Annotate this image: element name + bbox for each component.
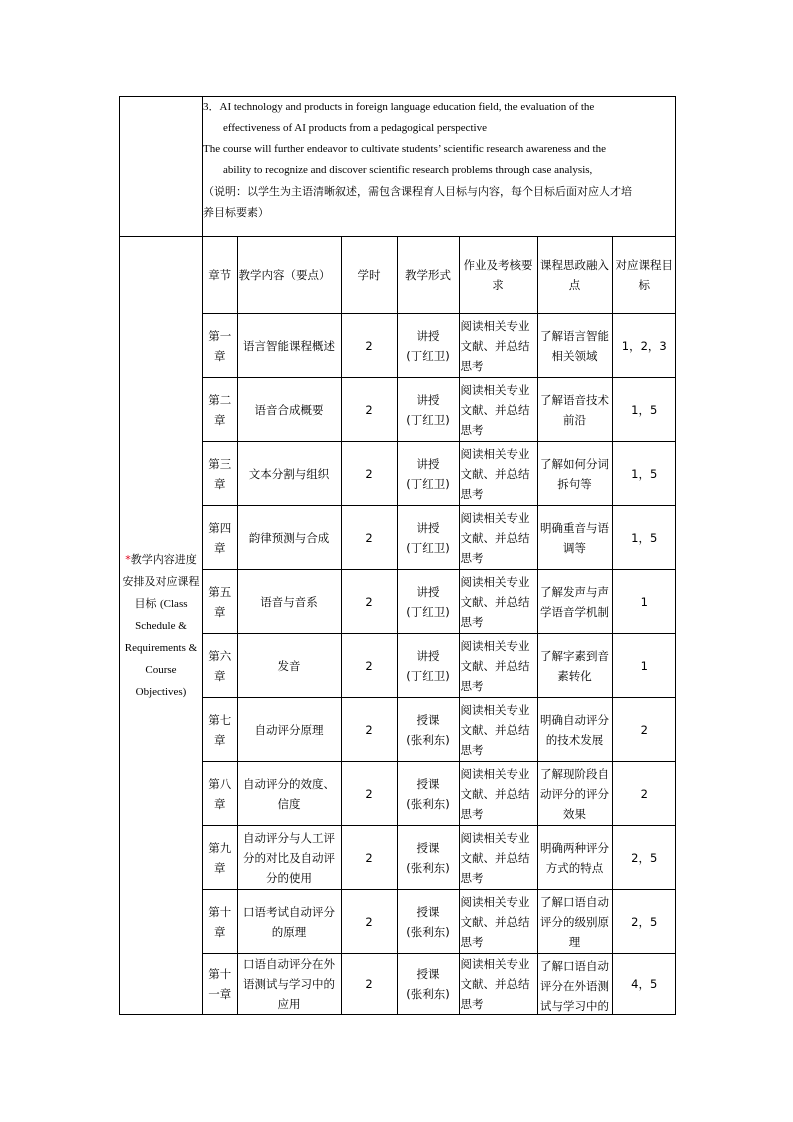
ideology-cell: 明确重音与语调等 <box>537 506 612 570</box>
course-objectives <box>203 97 676 237</box>
schedule-cell <box>203 237 676 1015</box>
homework-cell: 阅读相关专业文献、并总结思考 <box>459 570 537 634</box>
objective-cell: 2，5 <box>612 890 676 954</box>
chapter-cell: 第五章 <box>203 570 237 634</box>
homework-cell: 阅读相关专业文献、并总结思考 <box>459 378 537 442</box>
header-ideology: 课程思政融入点 <box>537 237 612 314</box>
table-row <box>203 378 676 442</box>
content-cell: 自动评分原理 <box>237 698 341 762</box>
teacher-name: (张利东) <box>406 732 450 747</box>
homework-cell: 阅读相关专业文献、并总结思考 <box>459 314 537 378</box>
form-cell <box>397 442 459 506</box>
header-hours: 学时 <box>341 237 397 314</box>
homework-cell: 阅读相关专业文献、并总结思考 <box>459 634 537 698</box>
form-cell <box>397 570 459 634</box>
teaching-form: 讲授 <box>416 392 440 407</box>
content-cell: 口语自动评分在外语测试与学习中的应用 <box>237 954 341 1015</box>
teaching-form: 授课 <box>416 776 440 791</box>
header-form: 教学形式 <box>397 237 459 314</box>
ideology-cell: 明确两种评分方式的特点 <box>537 826 612 890</box>
ideology-cell: 了解口语自动评分的级别原理 <box>537 890 612 954</box>
teacher-name: (丁红卫) <box>406 540 450 555</box>
form-cell <box>397 378 459 442</box>
hours-cell: 2 <box>341 506 397 570</box>
content-cell: 发音 <box>237 634 341 698</box>
form-cell <box>397 890 459 954</box>
chapter-cell: 第六章 <box>203 634 237 698</box>
homework-cell: 阅读相关专业文献、并总结思考 <box>459 442 537 506</box>
homework-cell: 阅读相关专业文献、并总结思考 <box>459 762 537 826</box>
hours-cell: 2 <box>341 826 397 890</box>
teaching-form: 讲授 <box>416 584 440 599</box>
hours-cell: 2 <box>341 634 397 698</box>
content-cell: 口语考试自动评分的原理 <box>237 890 341 954</box>
ideology-cell: 了解发声与声学语音学机制 <box>537 570 612 634</box>
form-cell <box>397 954 459 1015</box>
header-objective: 对应课程目标 <box>612 237 676 314</box>
hours-cell: 2 <box>341 762 397 826</box>
form-cell <box>397 762 459 826</box>
objective-line: effectiveness of AI products from a pedagogical perspective <box>223 122 487 134</box>
teacher-name: (丁红卫) <box>406 604 450 619</box>
content-cell: 自动评分与人工评分的对比及自动评分的使用 <box>237 826 341 890</box>
teaching-form: 授课 <box>416 967 440 981</box>
chapter-cell: 第八章 <box>203 762 237 826</box>
hours-cell: 2 <box>341 890 397 954</box>
hours-cell: 2 <box>341 442 397 506</box>
content-cell: 语言智能课程概述 <box>237 314 341 378</box>
ideology-cell: 明确自动评分的技术发展 <box>537 698 612 762</box>
chapter-cell: 第十章 <box>203 890 237 954</box>
homework-cell: 阅读相关专业文献、并总结思考 <box>459 698 537 762</box>
teacher-name: (张利东) <box>406 987 450 1001</box>
chapter-cell: 第一章 <box>203 314 237 378</box>
instruction-note: 养目标要素） <box>203 206 269 219</box>
instruction-note: （说明：以学生为主语清晰叙述，需包含课程育人目标与内容，每个目标后面对应人才培 <box>203 185 632 198</box>
chapter-cell: 第三章 <box>203 442 237 506</box>
section-label-en: (Class Schedule & Requirements & Course Objectives) <box>124 597 198 698</box>
header-chapter: 章节 <box>208 268 232 282</box>
form-cell <box>397 314 459 378</box>
section-label-cn: 教学内容进度安排及对应课程目标 <box>122 552 200 610</box>
table-row <box>203 890 676 954</box>
header-homework: 作业及考核要求 <box>459 237 537 314</box>
teacher-name: (丁红卫) <box>406 348 450 363</box>
teaching-form: 讲授 <box>416 328 440 343</box>
hours-cell: 2 <box>341 698 397 762</box>
schedule-table <box>203 237 676 1014</box>
content-cell: 语音合成概要 <box>237 378 341 442</box>
homework-cell: 阅读相关专业文献、并总结思考 <box>459 890 537 954</box>
chapter-cell: 第四章 <box>203 506 237 570</box>
table-row <box>203 826 676 890</box>
table-row <box>203 442 676 506</box>
table-header-row <box>203 237 676 314</box>
teaching-form: 讲授 <box>416 456 440 471</box>
homework-cell: 阅读相关专业文献、并总结思考 <box>459 954 537 1015</box>
objectives-blank-cell <box>120 97 203 237</box>
content-cell: 语音与音系 <box>237 570 341 634</box>
teaching-form: 讲授 <box>416 648 440 663</box>
header-content: 教学内容（要点） <box>237 237 341 314</box>
hours-cell: 2 <box>341 314 397 378</box>
schedule-section-label <box>120 237 203 1015</box>
form-cell <box>397 506 459 570</box>
teacher-name: (张利东) <box>406 796 450 811</box>
ideology-cell <box>537 954 612 1015</box>
teacher-name: (丁红卫) <box>406 476 450 491</box>
objective-cell: 1 <box>612 634 676 698</box>
table-row <box>203 698 676 762</box>
chapter-cell: 第二章 <box>203 378 237 442</box>
table-row <box>203 314 676 378</box>
ideology-cell: 了解如何分词拆句等 <box>537 442 612 506</box>
hours-cell: 2 <box>341 570 397 634</box>
objectives-row <box>120 97 676 237</box>
table-row <box>203 634 676 698</box>
teaching-form: 授课 <box>416 840 440 855</box>
teaching-form: 授课 <box>416 904 440 919</box>
required-marker: * <box>125 552 131 566</box>
teacher-name: (丁红卫) <box>406 668 450 683</box>
chapter-cell: 第七章 <box>203 698 237 762</box>
objective-line: The course will further endeavor to cultivate students’ scientific research awareness and the <box>203 143 606 155</box>
objective-cell: 1，5 <box>612 506 676 570</box>
content-cell: 韵律预测与合成 <box>237 506 341 570</box>
objective-cell: 2 <box>612 698 676 762</box>
teaching-form: 讲授 <box>416 520 440 535</box>
teacher-name: (张利东) <box>406 924 450 939</box>
objective-cell: 2 <box>612 762 676 826</box>
table-row <box>203 570 676 634</box>
chapter-cell: 第九章 <box>203 826 237 890</box>
form-cell <box>397 826 459 890</box>
form-cell <box>397 698 459 762</box>
objective-line: 3．AI technology and products in foreign language education field, the evaluation of the <box>203 101 595 113</box>
ideology-cell: 了解语言智能相关领域 <box>537 314 612 378</box>
objective-cell: 1，5 <box>612 442 676 506</box>
objective-cell: 1，2，3 <box>612 314 676 378</box>
table-row <box>203 954 676 1015</box>
teaching-form: 授课 <box>416 712 440 727</box>
objective-cell: 1 <box>612 570 676 634</box>
ideology-cell: 了解字素到音素转化 <box>537 634 612 698</box>
form-cell <box>397 634 459 698</box>
hours-cell: 2 <box>341 378 397 442</box>
objective-cell: 1，5 <box>612 378 676 442</box>
teacher-name: (张利东) <box>406 860 450 875</box>
objective-cell: 2，5 <box>612 826 676 890</box>
content-cell: 文本分割与组织 <box>237 442 341 506</box>
homework-cell: 阅读相关专业文献、并总结思考 <box>459 826 537 890</box>
ideology-cell: 了解现阶段自动评分的评分效果 <box>537 762 612 826</box>
chapter-cell: 第十一章 <box>203 954 237 1015</box>
content-cell: 自动评分的效度、信度 <box>237 762 341 826</box>
table-row <box>203 762 676 826</box>
hours-cell: 2 <box>341 954 397 1015</box>
schedule-row <box>120 237 676 1015</box>
objective-line: ability to recognize and discover scientific research problems through case analysis, <box>223 164 593 176</box>
syllabus-table <box>119 96 676 1015</box>
homework-cell: 阅读相关专业文献、并总结思考 <box>459 506 537 570</box>
ideology-cell: 了解语音技术前沿 <box>537 378 612 442</box>
teacher-name: (丁红卫) <box>406 412 450 427</box>
table-row <box>203 506 676 570</box>
ideology-text: 了解口语自动评分在外语测试与学习中的 <box>540 959 609 1013</box>
objective-cell: 4，5 <box>612 954 676 1015</box>
